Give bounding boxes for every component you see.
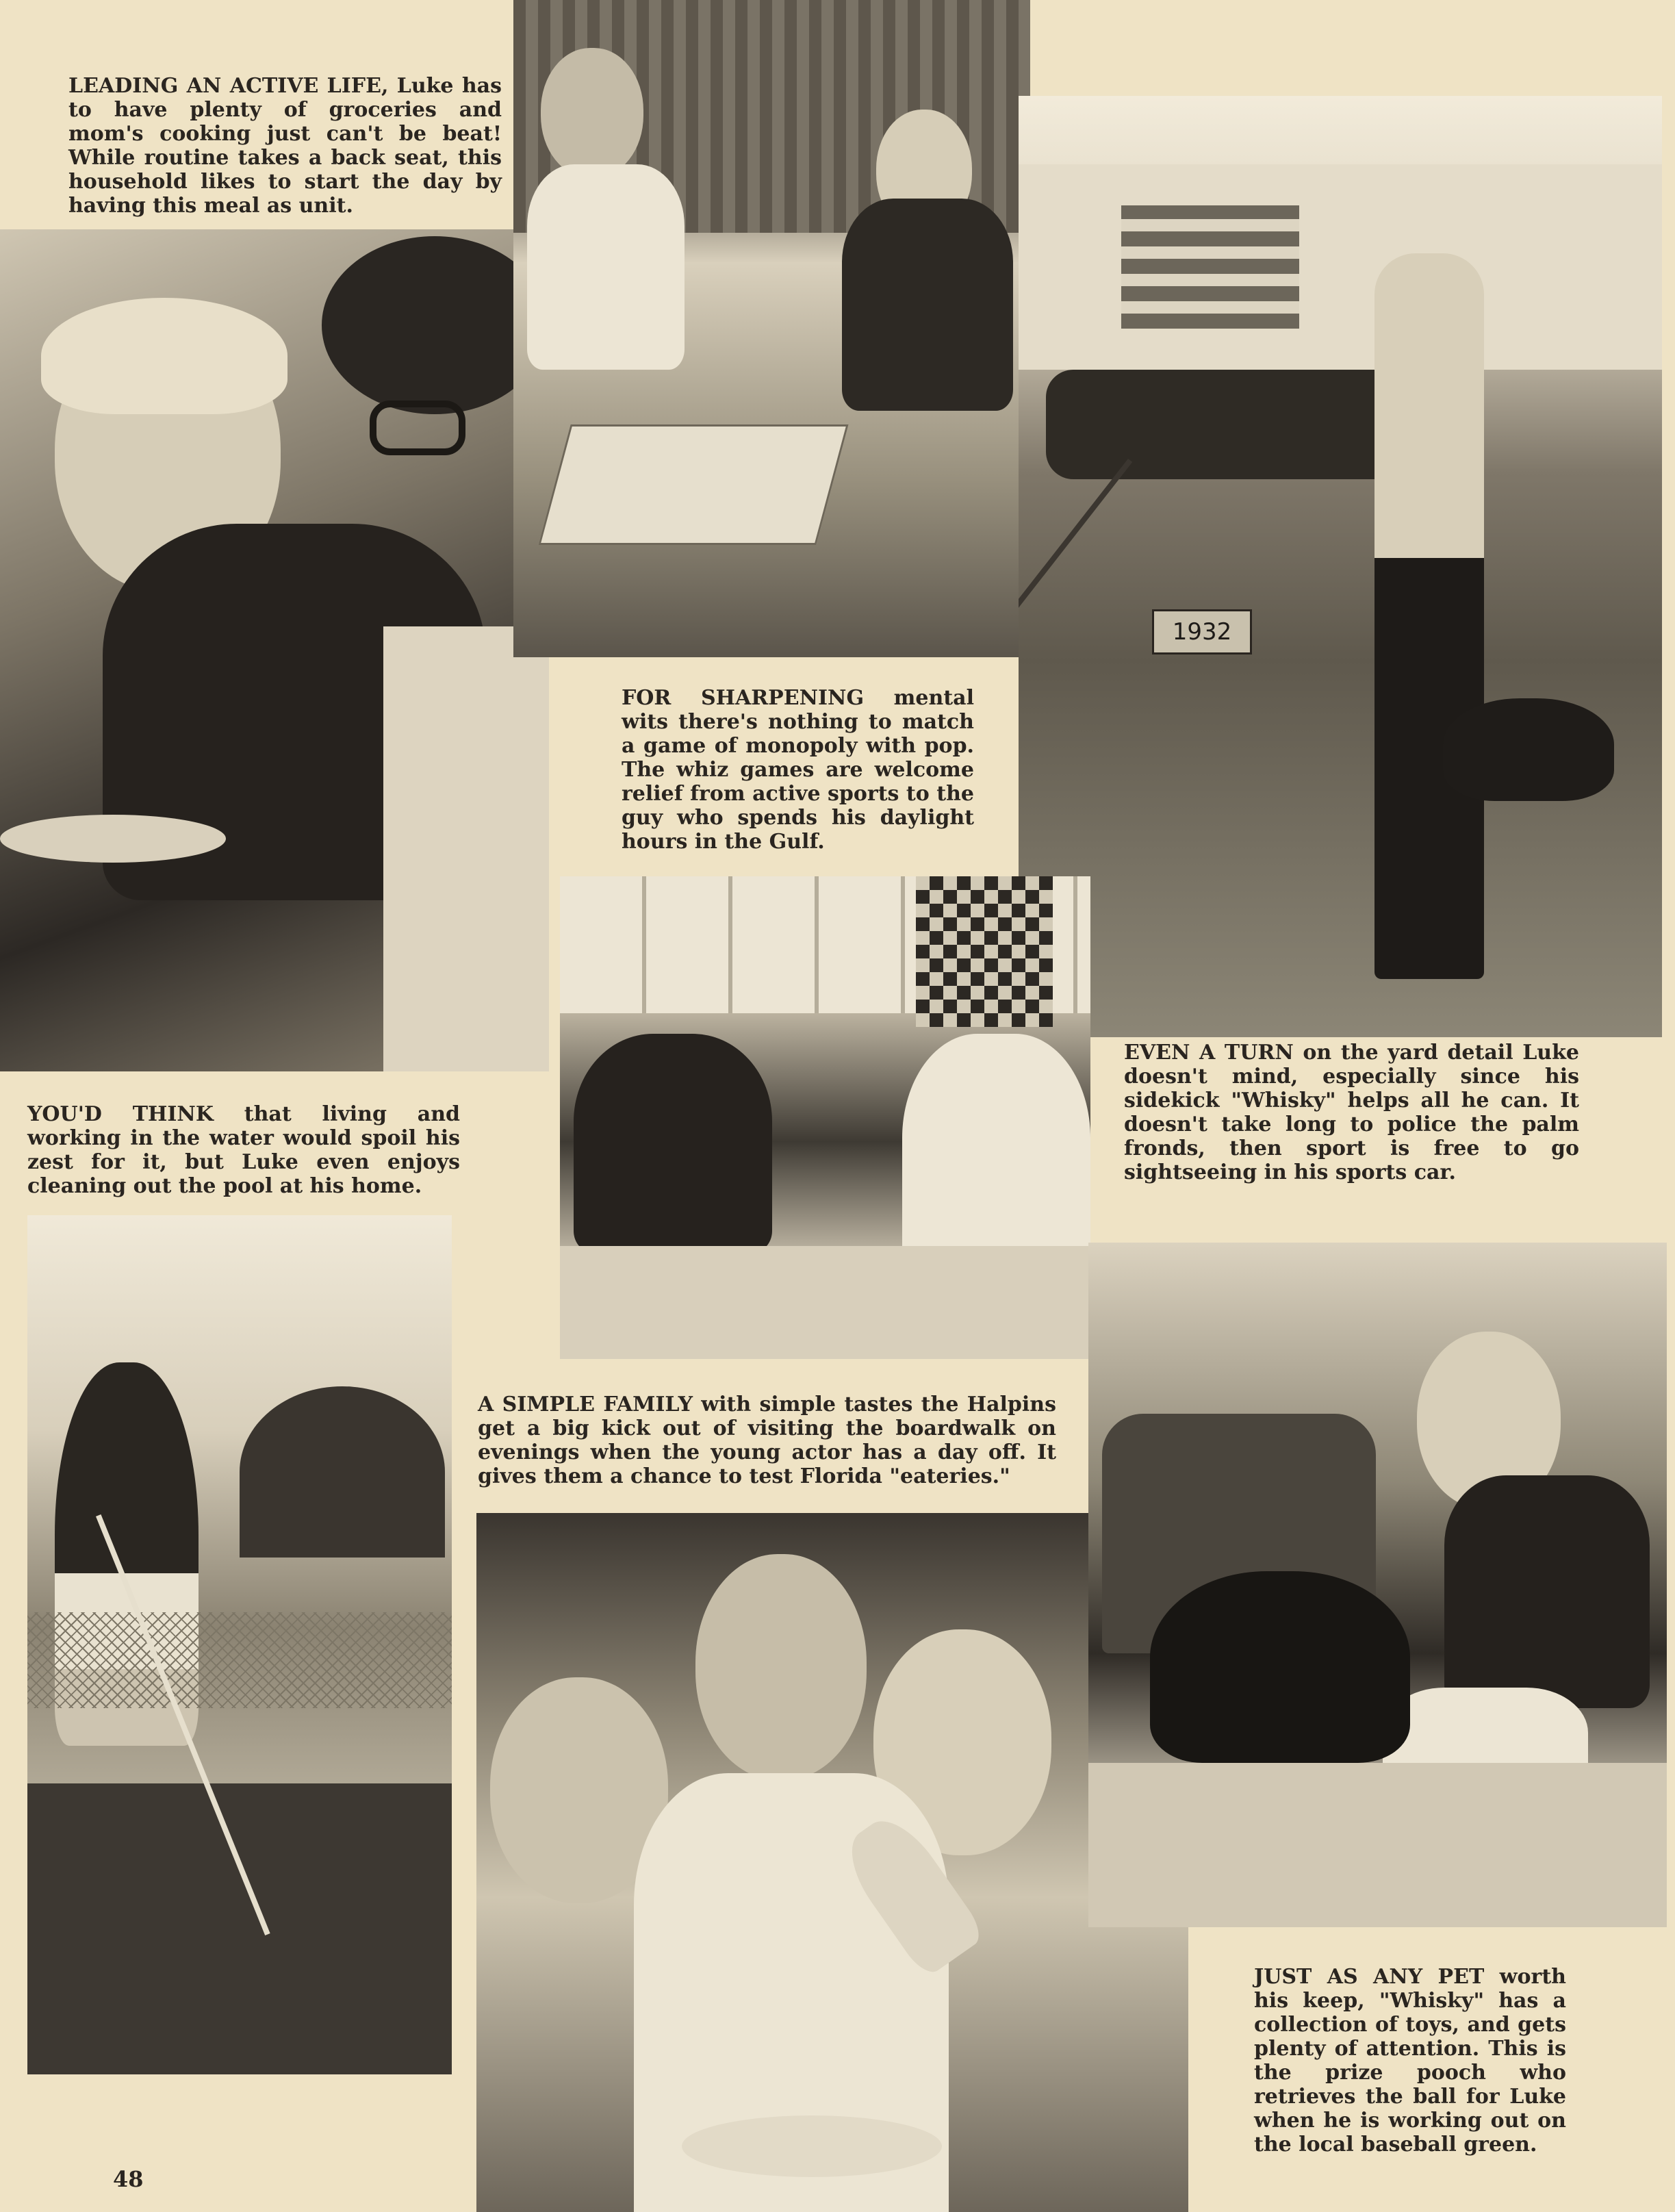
caption-yard: EVEN A TURN on the yard detail Luke doesn't mind, especially since his sidekick "Whisky" helps all he can. It doesn't take long to police the palm fronds, then sport is free to go sightseeing in his sports car.	[1124, 1041, 1579, 1184]
rake	[1019, 459, 1132, 796]
caption-breakfast: LEADING AN ACTIVE LIFE, Luke has to have plenty of groceries and mom's cooking just can't be beat! While routine takes a back seat, this household likes to start the day by having this meal as unit.	[68, 74, 502, 218]
photo-breakfast-with-mom	[0, 229, 549, 1071]
photo-kitchen-meal	[560, 876, 1090, 1359]
dog-whisky	[1443, 698, 1614, 801]
father-face	[695, 1554, 867, 1780]
luke-seated-shirt	[1444, 1475, 1650, 1708]
plate	[0, 815, 226, 863]
caption-family: A SIMPLE FAMILY with simple tastes the Halpins get a big kick out of visiting the boardwalk on evenings when the young actor has a day off. It gives them a chance to test Florida "eateries."	[478, 1393, 1056, 1488]
photo-pool-cleaning	[27, 1215, 452, 2074]
mom-blouse	[383, 626, 549, 1071]
luke-at-table	[574, 1034, 772, 1253]
mom-glasses	[370, 401, 465, 455]
caption-pet: JUST AS ANY PET worth his keep, "Whisky" has a collection of toys, and gets plenty of attention. This is the prize pooch who retrieves the ball for Luke when he is working out on the local baseball green.	[1254, 1965, 1566, 2157]
house-wall	[1019, 164, 1662, 370]
pool-water	[27, 1783, 452, 2074]
plate-boardwalk	[682, 2115, 942, 2177]
photo-yard-with-whisky	[1019, 96, 1662, 1037]
photo-monopoly-with-pop	[513, 0, 1030, 657]
luke-figure	[1374, 253, 1484, 979]
caption-pool: YOU'D THINK that living and working in the water would spoil his zest for it, but Luke even enjoys cleaning out the pool at his home.	[27, 1102, 460, 1198]
carpet	[1088, 1763, 1667, 1927]
table	[560, 1246, 1090, 1359]
page-number: 48	[113, 2166, 144, 2192]
palm-trees	[240, 1386, 445, 1558]
black-dog	[1150, 1571, 1410, 1763]
address-sign	[1152, 609, 1252, 654]
photo-whisky-pet	[1088, 1243, 1667, 1927]
luke-hair	[41, 298, 287, 414]
photo-family-boardwalk	[476, 1513, 1188, 2212]
fence	[27, 1612, 452, 1708]
hedge	[1046, 370, 1429, 479]
caption-monopoly: FOR SHARPENING mental wits there's nothing to match a game of monopoly with pop. The whiz games are welcome relief from active sports to the guy who spends his daylight hours in the Gulf.	[622, 686, 974, 854]
father-shirt	[527, 164, 685, 370]
boy-shirt	[842, 199, 1013, 411]
monopoly-board	[538, 424, 848, 545]
window	[1121, 205, 1299, 329]
house-number: 1932	[1172, 618, 1232, 646]
curtain-checkered	[916, 876, 1053, 1027]
father-head	[541, 48, 643, 178]
